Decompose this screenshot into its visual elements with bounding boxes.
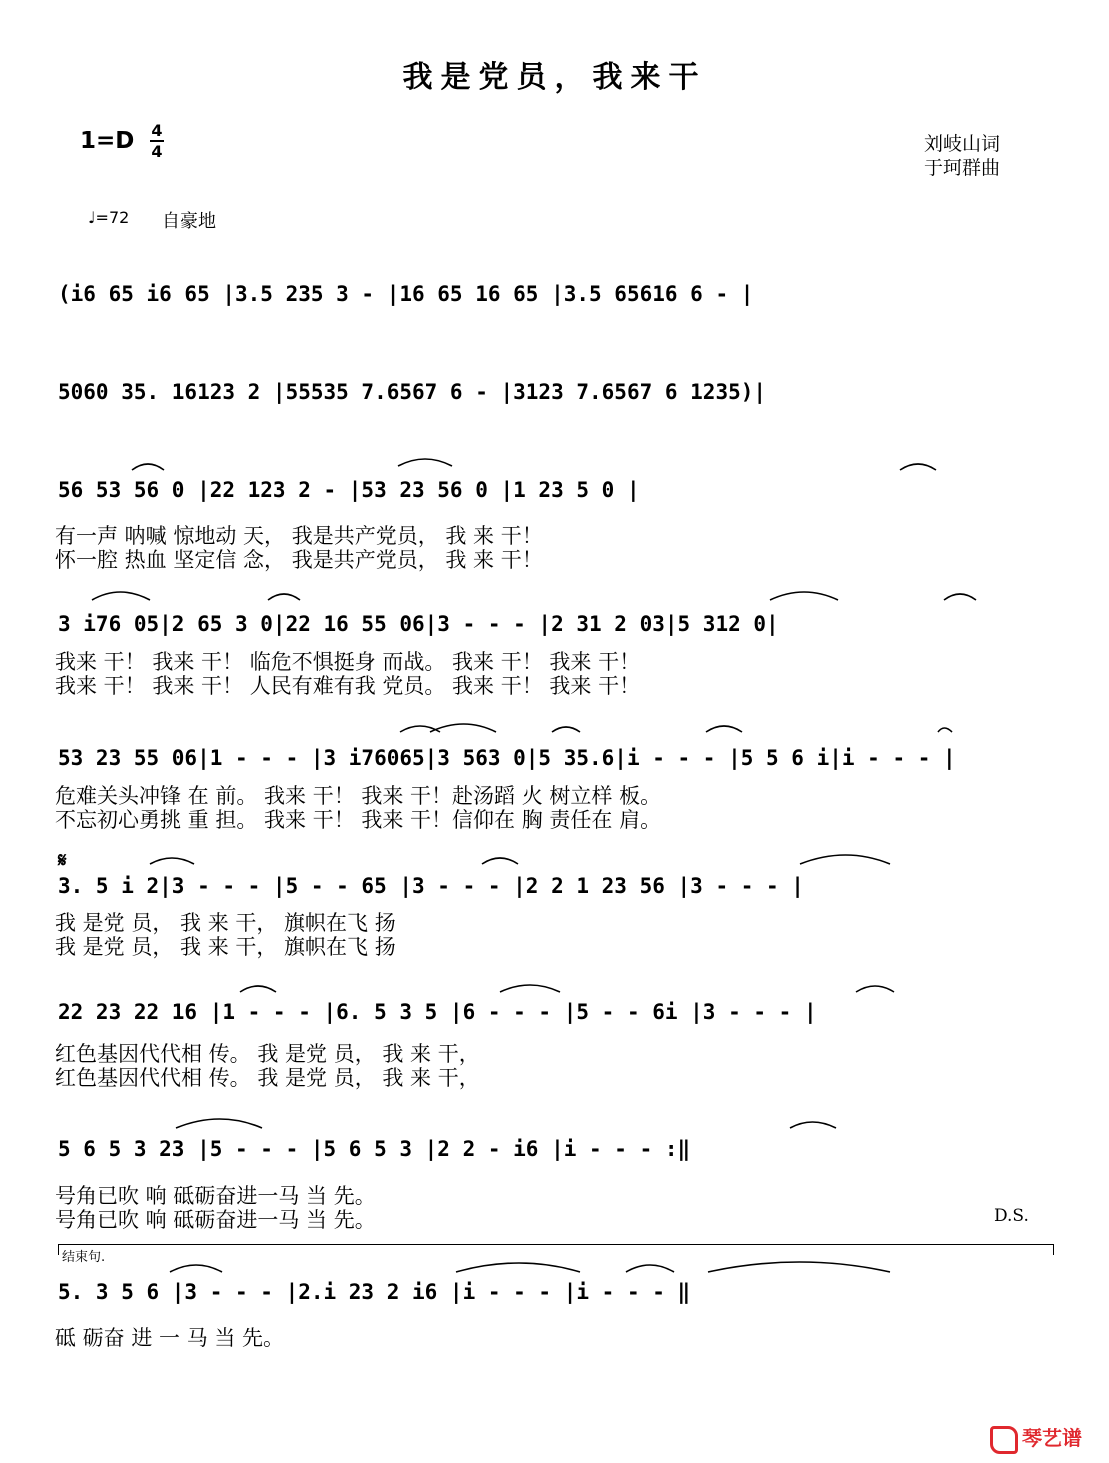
watermark-logo bbox=[990, 1422, 1082, 1454]
lyric-row-4-verse-1: 我来 干！ 我来 干！ 临危不惧挺身 而战。 我来 干！ 我来 干！ bbox=[55, 650, 641, 674]
expression-mark: 自豪地 bbox=[162, 211, 216, 232]
lyric-row-9-verse-1: 砥 砺奋 进 一 马 当 先。 bbox=[55, 1326, 285, 1350]
key-signature: 1=D bbox=[80, 128, 135, 154]
slur bbox=[240, 986, 276, 992]
page-title: 我是党员，我来干 bbox=[402, 60, 707, 95]
slur bbox=[552, 727, 580, 732]
slur bbox=[856, 986, 894, 992]
slur bbox=[132, 464, 164, 470]
time-top: 4 bbox=[151, 121, 163, 140]
ending-label: 结束句. bbox=[62, 1250, 106, 1265]
time-bottom: 4 bbox=[151, 142, 163, 161]
notes-row-9: 5. 3 5 6 |3 - - - |2.i 23 2 i6 |i - - - |i - - - ‖ bbox=[58, 1280, 691, 1304]
slur bbox=[944, 594, 976, 600]
notes-row-1: (i6 65 i6 65 |3.5 235 3 - |16 65 16 65 |3.5 65616 6 - | bbox=[58, 282, 754, 306]
composer: 于珂群曲 bbox=[924, 157, 1001, 179]
lyricist: 刘岐山词 bbox=[924, 133, 1001, 155]
slur bbox=[170, 1265, 222, 1272]
notes-row-2: 5060 35. 16123 2 |55535 7.6567 6 - |3123 7.6567 6 1235)| bbox=[58, 380, 767, 404]
lyric-row-4-verse-2: 我来 干！ 我来 干！ 人民有难有我 党员。 我来 干！ 我来 干！ bbox=[55, 674, 641, 698]
notes-row-7: 22 23 22 16 |1 - - - |6. 5 3 5 |6 - - - |5 - - 6i |3 - - - | bbox=[58, 1000, 817, 1024]
slur bbox=[482, 858, 518, 864]
notes-row-4: 3 i76 05|2 65 3 0|22 16 55 06|3 - - - |2 31 2 03|5 312 0| bbox=[58, 612, 779, 636]
segno-sign: 𝄋 bbox=[58, 848, 67, 872]
slur bbox=[706, 726, 742, 732]
lyric-row-8-verse-1: 号角已吹 响 砥砺奋进一马 当 先。 bbox=[55, 1184, 376, 1208]
lyric-row-7-verse-2: 红色基因代代相 传。 我 是党 员， 我 来 干， bbox=[55, 1066, 480, 1090]
notes-row-8: 5 6 5 3 23 |5 - - - |5 6 5 3 |2 2 - i6 |i - - - :‖ bbox=[58, 1137, 691, 1161]
watermark-text: 琴艺谱 bbox=[1022, 1426, 1082, 1450]
slur bbox=[268, 594, 300, 600]
slur bbox=[800, 855, 890, 864]
lyric-row-5-verse-1: 危难关头冲锋 在 前。 我来 干！ 我来 干！赴汤蹈 火 树立样 板。 bbox=[55, 784, 662, 808]
lyric-row-5-verse-2: 不忘初心勇挑 重 担。 我来 干！ 我来 干！信仰在 胸 责任在 肩。 bbox=[55, 808, 662, 832]
logo-icon bbox=[990, 1426, 1018, 1454]
slur bbox=[398, 459, 452, 466]
slur bbox=[938, 728, 952, 732]
slur bbox=[770, 592, 838, 600]
dal-segno-mark: D.S. bbox=[994, 1206, 1029, 1226]
slur bbox=[626, 1265, 674, 1272]
slur bbox=[150, 858, 194, 864]
notes-row-5: 53 23 55 06|1 - - - |3 i76065|3 563 0|5 35.6|i - - - |5 5 6 i|i - - - | bbox=[58, 746, 956, 770]
slur bbox=[176, 1119, 262, 1128]
lyric-row-6-verse-1: 我 是党 员， 我 来 干， 旗帜在飞 扬 bbox=[55, 911, 396, 935]
lyric-row-3-verse-2: 怀一腔 热血 坚定信 念， 我是共产党员， 我 来 干！ bbox=[55, 548, 543, 572]
lyric-row-3-verse-1: 有一声 呐喊 惊地动 天， 我是共产党员， 我 来 干！ bbox=[55, 524, 543, 548]
lyric-row-8-verse-2: 号角已吹 响 砥砺奋进一马 当 先。 bbox=[55, 1208, 376, 1232]
tempo-mark: ♩=72 bbox=[88, 208, 130, 227]
slur bbox=[708, 1262, 890, 1272]
slur bbox=[900, 464, 936, 470]
notes-row-3: 56 53 56 0 |22 123 2 - |53 23 56 0 |1 23 5 0 | bbox=[58, 478, 640, 502]
slur bbox=[500, 985, 560, 992]
slur bbox=[92, 592, 150, 600]
lyric-row-6-verse-2: 我 是党 员， 我 来 干， 旗帜在飞 扬 bbox=[55, 935, 396, 959]
slur bbox=[790, 1122, 836, 1128]
notes-row-6: 3. 5 i 2|3 - - - |5 - - 65 |3 - - - |2 2 1 23 56 |3 - - - | bbox=[58, 874, 804, 898]
slur bbox=[430, 724, 496, 732]
slur bbox=[456, 1263, 580, 1272]
slur bbox=[400, 726, 440, 732]
lyric-row-7-verse-1: 红色基因代代相 传。 我 是党 员， 我 来 干， bbox=[55, 1042, 480, 1066]
